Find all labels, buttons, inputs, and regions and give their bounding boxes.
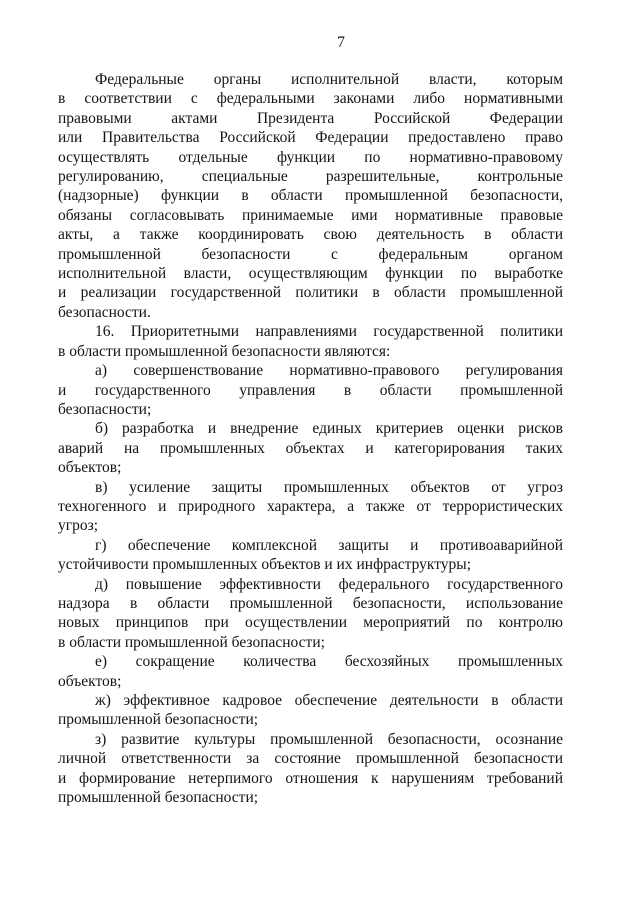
text-line: правовыми актами Президента Российской Федерации — [58, 109, 563, 127]
text-line: Федеральные органы исполнительной власти, которым — [95, 71, 563, 88]
text-line: г) обеспечение комплексной защиты и противоаварийной — [95, 536, 563, 554]
text-line: промышленной безопасности с федеральным органом — [58, 245, 563, 263]
paragraph — [58, 536, 563, 575]
paragraph — [58, 730, 563, 808]
text-line: акты, а также координировать свою деятельность в области — [58, 226, 563, 244]
paragraph — [58, 361, 563, 419]
text-line: промышленной безопасности; — [58, 789, 259, 807]
text-line: промышленной безопасности; — [58, 711, 259, 729]
text-line: и реализации государственной политики в области промышленной — [58, 284, 563, 302]
paragraph — [58, 575, 563, 653]
document-body — [58, 70, 563, 807]
text-line: регулированию, специальные разрешительные, контрольные — [58, 168, 563, 186]
text-line: или Правительства Российской Федерации предоставлено право — [58, 129, 563, 147]
text-line: безопасности. — [58, 303, 151, 321]
text-line: безопасности; — [58, 400, 152, 418]
paragraph — [58, 691, 563, 730]
text-line: б) разработка и внедрение единых критериев оценки рисков — [95, 420, 563, 438]
text-line: и формирование нетерпимого отношения к нарушениям требований — [58, 769, 563, 787]
text-line: угроз; — [58, 517, 99, 535]
text-line: д) повышение эффективности федерального государственного — [95, 575, 563, 593]
paragraph — [58, 478, 563, 536]
text-line: з) развитие культуры промышленной безопасности, осознание — [95, 730, 563, 748]
paragraph — [58, 322, 563, 361]
paragraph — [58, 70, 563, 322]
text-line: надзора в области промышленной безопасности, использование — [58, 594, 563, 612]
text-line: объектов; — [58, 459, 122, 477]
text-line: 16. Приоритетными направлениями государственной политики — [95, 323, 563, 341]
text-line: аварий на промышленных объектах и категорирования таких — [58, 439, 563, 457]
text-line: личной ответственности за состояние промышленной безопасности — [58, 750, 563, 768]
page-number: 7 — [337, 34, 345, 51]
text-line: новых принципов при осуществлении мероприятий по контролю — [58, 614, 563, 632]
text-line: в) усиление защиты промышленных объектов от угроз — [95, 478, 563, 496]
text-line: в области промышленной безопасности являются: — [58, 342, 391, 360]
text-line: а) совершенствование нормативно-правового регулирования — [95, 362, 563, 380]
text-line: ж) эффективное кадровое обеспечение деятельности в области — [95, 692, 563, 709]
text-line: (надзорные) функции в области промышленной безопасности, — [58, 187, 563, 205]
text-line: в соответствии с федеральными законами либо нормативными — [58, 90, 563, 108]
text-line: исполнительной власти, осуществляющим функции по выработке — [58, 265, 563, 283]
text-line: техногенного и природного характера, а также от террористических — [58, 497, 563, 515]
text-line: е) сокращение количества бесхозяйных промышленных — [95, 653, 563, 671]
paragraph — [58, 652, 563, 691]
text-line: обязаны согласовывать принимаемые ими нормативные правовые — [58, 206, 563, 224]
text-line: и государственного управления в области промышленной — [58, 381, 563, 399]
paragraph — [58, 419, 563, 477]
text-line: осуществлять отдельные функции по нормативно-правовому — [58, 148, 563, 166]
text-line: объектов; — [58, 672, 122, 690]
text-line: в области промышленной безопасности; — [58, 633, 325, 651]
text-line: устойчивости промышленных объектов и их инфраструктуры; — [58, 556, 471, 574]
